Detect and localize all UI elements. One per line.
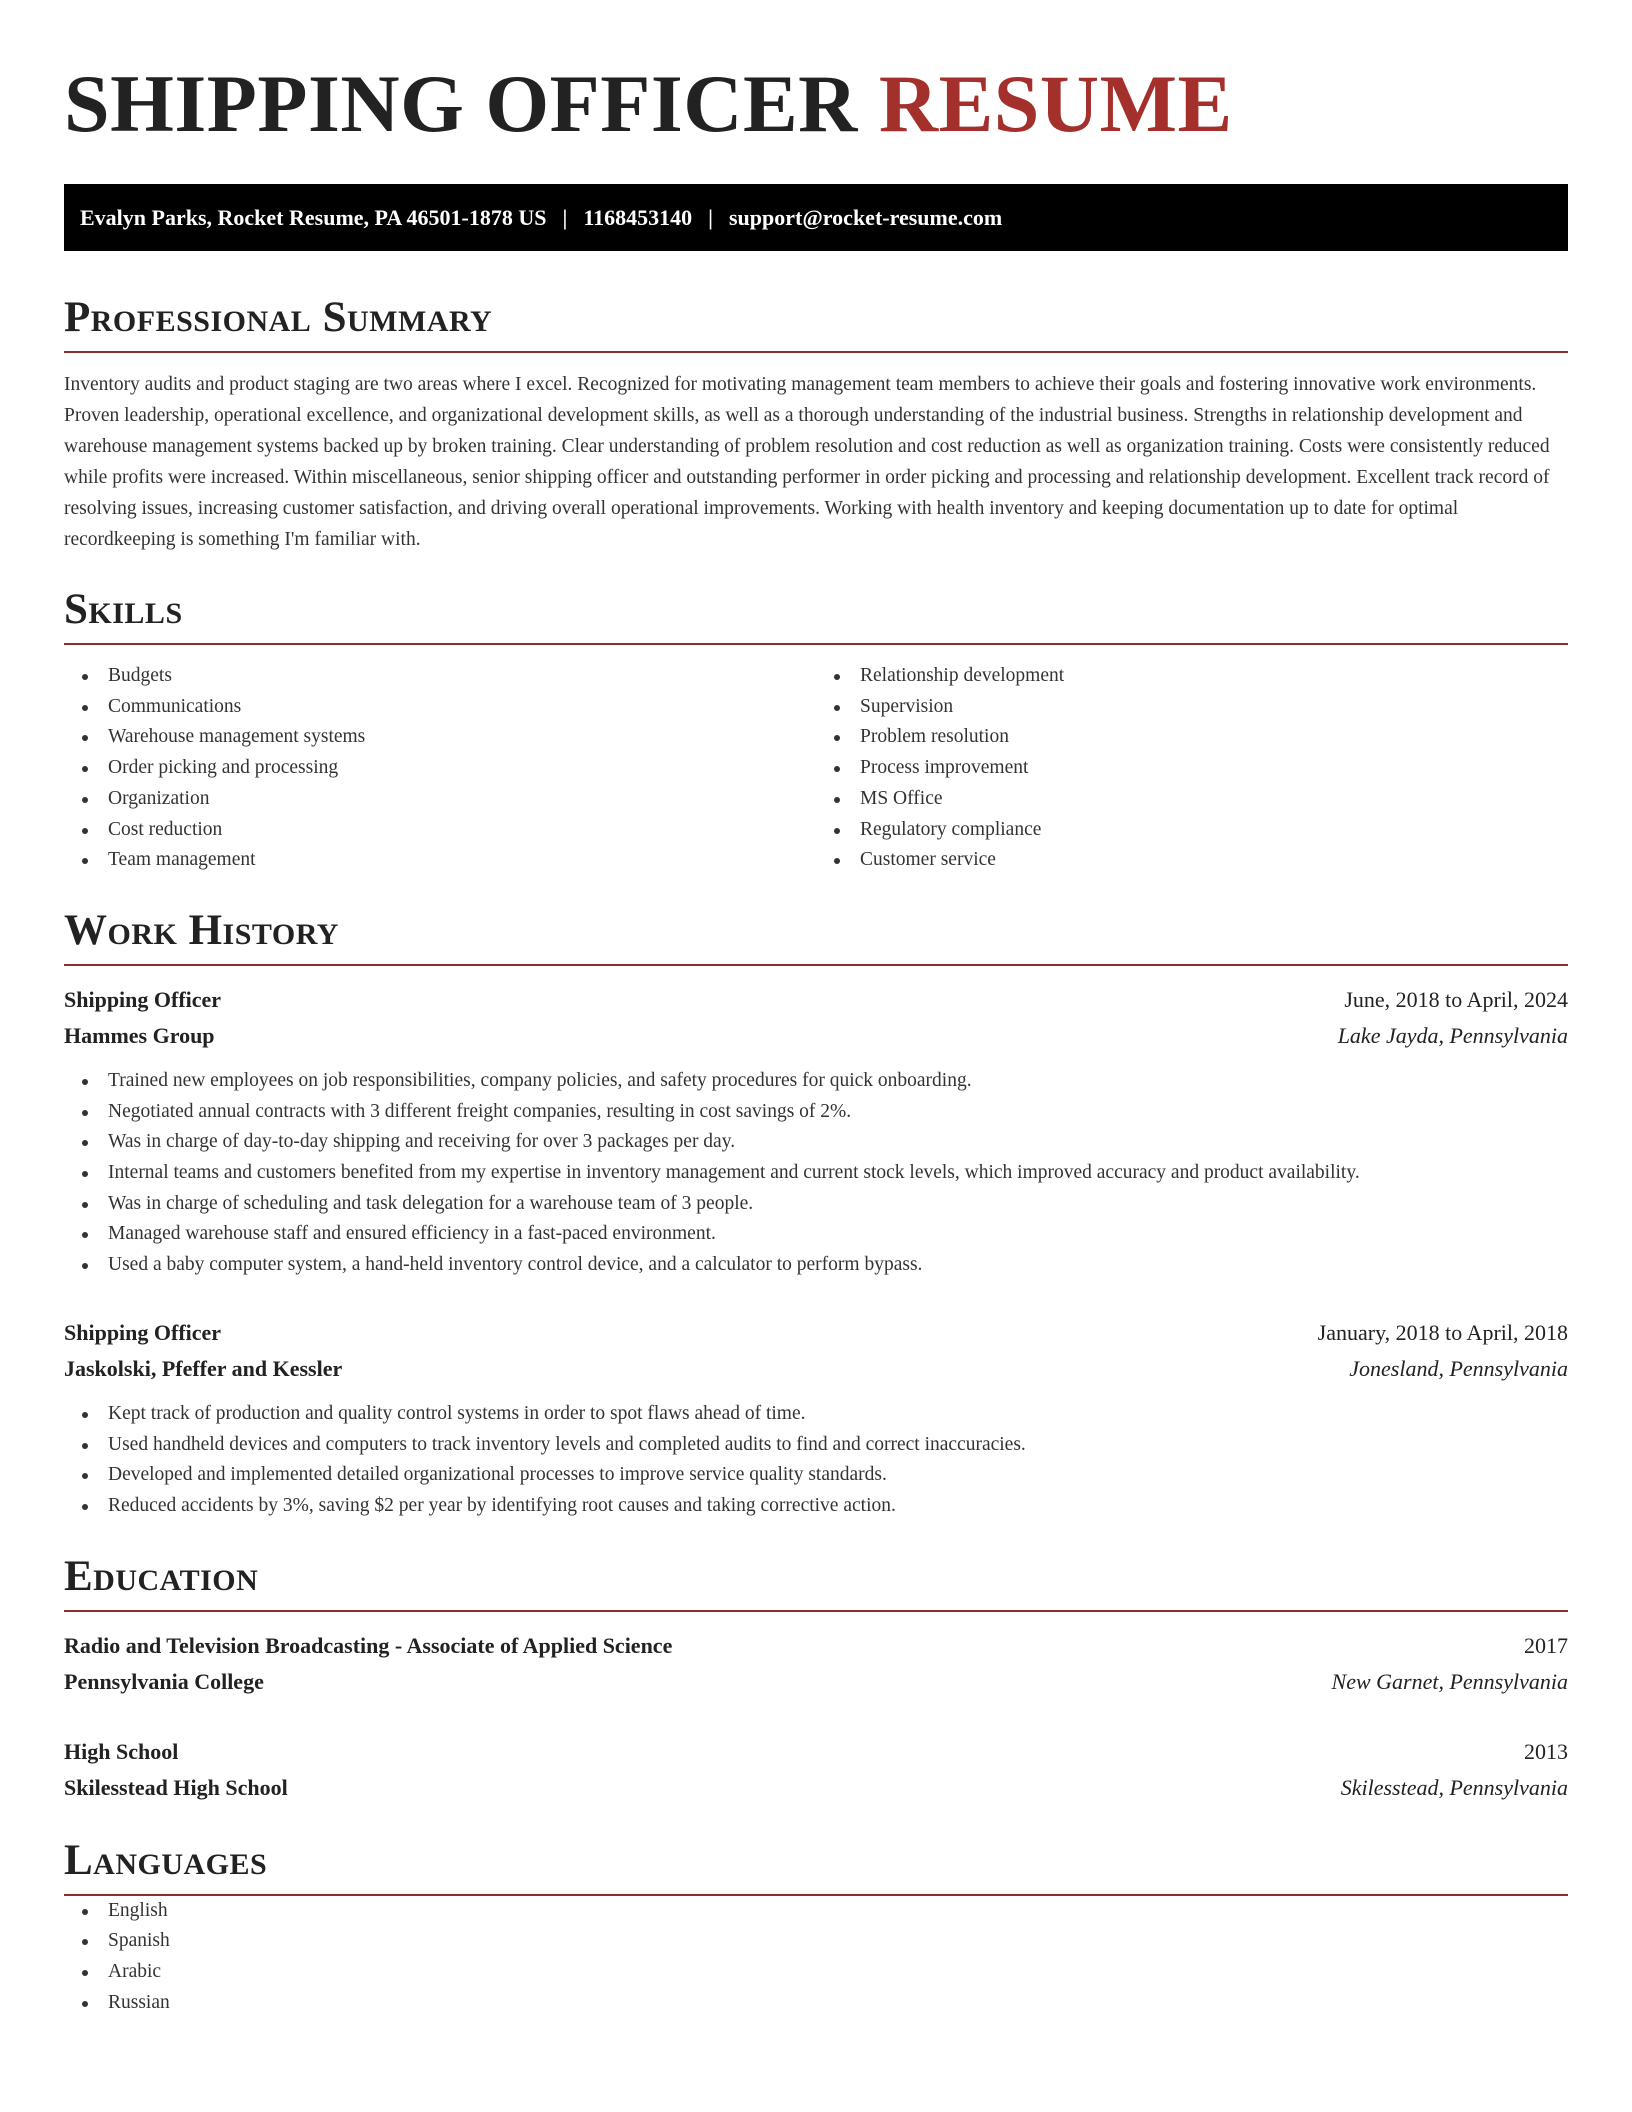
- education-school: Pennsylvania College: [64, 1668, 264, 1694]
- summary-text: Inventory audits and product staging are two areas where I excel. Recognized for motivating management team members to achieve their goals and fostering innovative work environments. Proven leadership, operational excellence, and organizational development skills, as well as a thorough understanding of the industrial business. Strengths in relationship development and warehouse management systems backed up by broken training. Clear understanding of problem resolution and cost reduction as well as organization training. Costs were consistently reduced while profits were increased. Within miscellaneous, senior shipping officer and outstanding performer in order picking and processing and relationship development. Excellent track record of resolving issues, increasing customer satisfaction, and driving overall operational improvements. Working with health inventory and keeping documentation up to date for optimal recordkeeping is something I'm familiar with.: [64, 374, 1550, 550]
- skill-item: Communications: [64, 692, 816, 723]
- education-school: Skilesstead High School: [64, 1774, 288, 1800]
- skill-item: Supervision: [816, 692, 1568, 723]
- skill-item: Regulatory compliance: [816, 815, 1568, 846]
- language-item: Arabic: [64, 1957, 1568, 1988]
- job-company: Hammes Group: [64, 1022, 215, 1048]
- job-bullet: Reduced accidents by 3%, saving $2 per year by identifying root causes and taking corrective action.: [64, 1491, 1568, 1522]
- skills-grid: [64, 661, 1568, 876]
- languages-section: [64, 1836, 1568, 2019]
- job-location: Lake Jayda, Pennsylvania: [1337, 1022, 1568, 1048]
- job-entry: [64, 1315, 1568, 1522]
- education-location: Skilesstead, Pennsylvania: [1340, 1774, 1568, 1800]
- skill-item: Team management: [64, 845, 816, 876]
- skill-item: Order picking and processing: [64, 753, 816, 784]
- education-location: New Garnet, Pennsylvania: [1331, 1668, 1568, 1694]
- skill-item: Budgets: [64, 661, 816, 692]
- language-item: Spanish: [64, 1926, 1568, 1957]
- job-title-row: [64, 982, 1568, 1018]
- skill-item: MS Office: [816, 784, 1568, 815]
- title-accent: RESUME: [878, 58, 1233, 149]
- job-bullets: [64, 1066, 1568, 1281]
- job-entry: [64, 982, 1568, 1281]
- skills-section: [64, 585, 1568, 876]
- skill-item: Warehouse management systems: [64, 722, 816, 753]
- job-bullet: Developed and implemented detailed organizational processes to improve service quality standards.: [64, 1460, 1568, 1491]
- job-bullet: Was in charge of day-to-day shipping and receiving for over 3 packages per day.: [64, 1127, 1568, 1158]
- contact-email: support@rocket-resume.com: [728, 204, 1003, 230]
- education-year: 2017: [1524, 1632, 1568, 1658]
- skills-list-right: [816, 661, 1568, 876]
- language-item: Russian: [64, 1988, 1568, 2019]
- education-degree: Radio and Television Broadcasting - Associate of Applied Science: [64, 1632, 673, 1658]
- job-company-row: [64, 1018, 1568, 1054]
- job-title: Shipping Officer: [64, 1319, 222, 1345]
- job-bullet: Kept track of production and quality control systems in order to spot flaws ahead of time.: [64, 1399, 1568, 1430]
- resume-title: [64, 56, 1568, 152]
- job-company: Jaskolski, Pfeffer and Kessler: [64, 1355, 343, 1381]
- skills-list-left: [64, 661, 816, 876]
- contact-bar: [64, 184, 1568, 251]
- job-bullet: Used a baby computer system, a hand-held inventory control device, and a calculator to perform bypass.: [64, 1250, 1568, 1281]
- summary-heading: Professional Summary: [64, 293, 1568, 353]
- job-title: Shipping Officer: [64, 986, 222, 1012]
- education-year: 2013: [1524, 1738, 1568, 1764]
- skills-column-right: [816, 661, 1568, 876]
- skills-heading: Skills: [64, 585, 1568, 645]
- education-section: [64, 1552, 1568, 1806]
- job-bullet: Was in charge of scheduling and task delegation for a warehouse team of 3 people.: [64, 1189, 1568, 1220]
- education-school-row: [64, 1770, 1568, 1806]
- job-bullet: Managed warehouse staff and ensured efficiency in a fast-paced environment.: [64, 1219, 1568, 1250]
- education-entry: [64, 1628, 1568, 1700]
- job-bullet: Internal teams and customers benefited from my expertise in inventory management and current stock levels, which improved accuracy and product availability.: [64, 1158, 1568, 1189]
- contact-phone: 1168453140: [583, 204, 693, 230]
- job-bullets: [64, 1399, 1568, 1522]
- job-bullet: Used handheld devices and computers to track inventory levels and completed audits to find and correct inaccuracies.: [64, 1430, 1568, 1461]
- job-bullet: Negotiated annual contracts with 3 different freight companies, resulting in cost savings of 2%.: [64, 1097, 1568, 1128]
- job-company-row: [64, 1351, 1568, 1387]
- skill-item: Problem resolution: [816, 722, 1568, 753]
- skill-item: Process improvement: [816, 753, 1568, 784]
- skill-item: Cost reduction: [64, 815, 816, 846]
- education-degree-row: [64, 1628, 1568, 1664]
- job-dates: June, 2018 to April, 2024: [1344, 986, 1568, 1012]
- skill-item: Customer service: [816, 845, 1568, 876]
- contact-separator: |: [562, 204, 568, 230]
- contact-separator: |: [708, 204, 713, 230]
- job-title-row: [64, 1315, 1568, 1351]
- contact-address: Evalyn Parks, Rocket Resume, PA 46501-1878 US: [80, 204, 547, 230]
- education-entry: [64, 1734, 1568, 1806]
- education-school-row: [64, 1664, 1568, 1700]
- summary-section: [64, 293, 1568, 555]
- languages-list: [64, 1896, 1568, 2019]
- languages-heading: Languages: [64, 1836, 1568, 1896]
- skills-column-left: [64, 661, 816, 876]
- title-main: SHIPPING OFFICER: [64, 58, 858, 149]
- work-history-section: [64, 906, 1568, 1522]
- skill-item: Organization: [64, 784, 816, 815]
- job-dates: January, 2018 to April, 2018: [1317, 1319, 1568, 1345]
- work-history-heading: Work History: [64, 906, 1568, 966]
- language-item: English: [64, 1896, 1568, 1927]
- education-heading: Education: [64, 1552, 1568, 1612]
- job-location: Jonesland, Pennsylvania: [1349, 1355, 1568, 1381]
- education-degree: High School: [64, 1738, 179, 1764]
- job-bullet: Trained new employees on job responsibilities, company policies, and safety procedures for quick onboarding.: [64, 1066, 1568, 1097]
- education-degree-row: [64, 1734, 1568, 1770]
- skill-item: Relationship development: [816, 661, 1568, 692]
